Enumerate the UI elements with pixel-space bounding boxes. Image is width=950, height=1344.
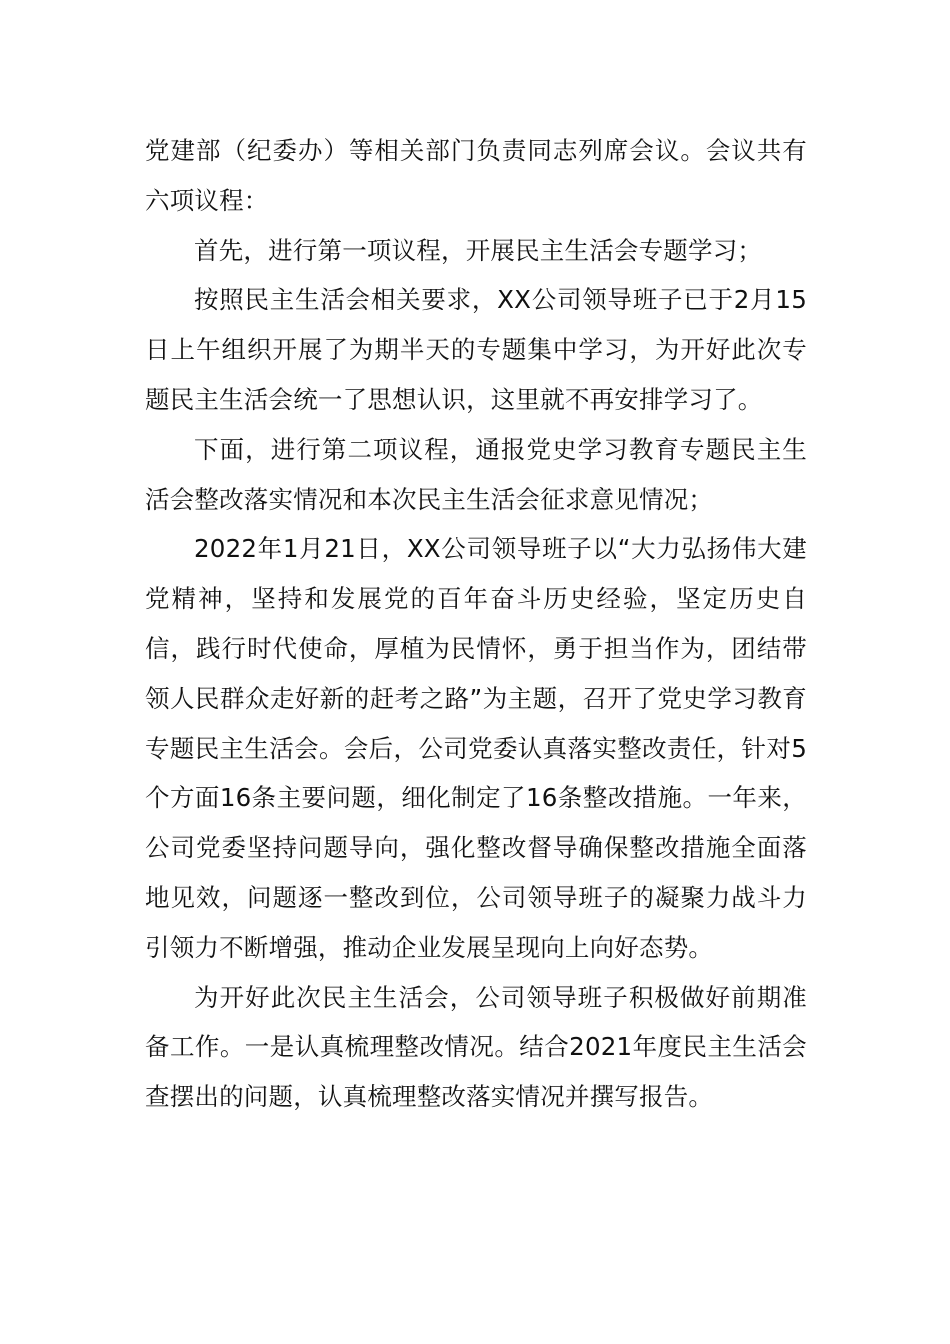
paragraph-attendance: 党建部（纪委办）等相关部门负责同志列席会议。会议共有六项议程： [145,136,807,215]
paragraph-study-info: 按照民主生活会相关要求，XX公司领导班子已于2月15日上午组织开展了为期半天的专题集中学习，为开好此次专题民主生活会统一了思想认识，这里就不再安排学习了。 [145,285,807,414]
paragraph-agenda-item-1: 首先，进行第一项议程，开展民主生活会专题学习； [194,235,763,265]
document-body [145,126,807,1122]
paragraph-agenda-item-2: 下面，进行第二项议程，通报党史学习教育专题民主生活会整改落实情况和本次民主生活会征求意见情况； [145,434,807,514]
paragraph-rectification-report: 2022年1月21日，XX公司领导班子以“大力弘扬伟大建党精神，坚持和发展党的百年奋斗历史经验，坚定历史自信，践行时代使命，厚植为民情怀，勇于担当作为，团结带领人民群众走好新的赶考之路”为主题，召开了党史学习教育专题民主生活会。会后，公司党委认真落实整改责任，针对5个方面16条主要问题，细化制定了16条整改措施。一年来，公司党委坚持问题导向，强化整改督导确保整改措施全面落地见效，问题逐一整改到位，公司领导班子的凝聚力战斗力引领力不断增强，推动企业发展呈现向上向好态势。 [145,534,807,962]
paragraph-preparation: 为开好此次民主生活会，公司领导班子积极做好前期准备工作。一是认真梳理整改情况。结合2021年度民主生活会查摆出的问题，认真梳理整改落实情况并撰写报告。 [145,982,807,1112]
